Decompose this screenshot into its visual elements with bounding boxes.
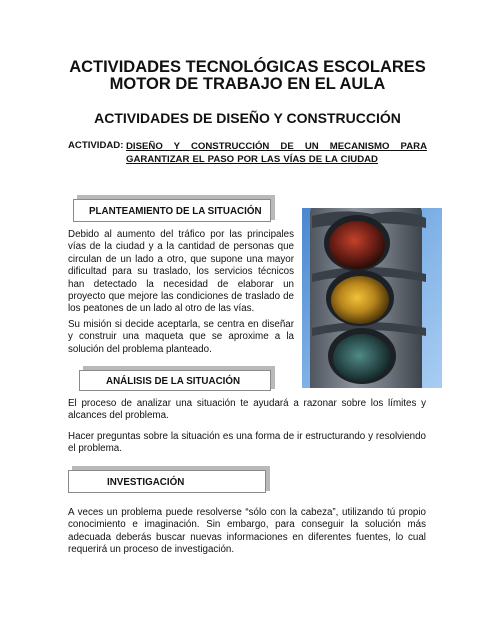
- analisis-paragraph-1: El proceso de analizar una situación te ayudará a razonar sobre los límites y alcances del problema.: [68, 398, 426, 422]
- section-heading-investigacion: [68, 470, 266, 493]
- planteamiento-paragraph-1: Debido al aumento del tráfico por las principales vías de la ciudad y a la cantidad de personas que circulan de un lado a otro, que supone una mayor dificultad para su traslado, los servicios técnicos han detectado la necesidad de elaborar un proyecto que mejore las condiciones de traslado de los peatones de un lado al otro de las vías.: [68, 229, 294, 315]
- section-heading-analisis: [79, 370, 271, 391]
- activity-label: ACTIVIDAD:: [68, 140, 124, 151]
- section-heading-planteamiento: [73, 199, 271, 222]
- traffic-light-photo: [302, 208, 442, 388]
- planteamiento-paragraph-2: Su misión si decide aceptarla, se centra en diseñar y construir una maqueta que se aproxime a la solución del problema planteado.: [68, 319, 294, 355]
- section-heading-label: ANÁLISIS DE LA SITUACIÓN: [106, 376, 241, 387]
- section-heading-label: PLANTEAMIENTO DE LA SITUACIÓN: [89, 206, 262, 217]
- activity-title-line-1: DISEÑO Y CONSTRUCCIÓN DE UN MECANISMO PARA: [126, 141, 427, 152]
- page-subtitle: ACTIVIDADES DE DISEÑO Y CONSTRUCCIÓN: [94, 110, 401, 126]
- page-title-line-2: MOTOR DE TRABAJO EN EL AULA: [109, 75, 386, 93]
- section-heading-label: INVESTIGACIÓN: [107, 477, 185, 488]
- analisis-paragraph-2: Hacer preguntas sobre la situación es una forma de ir estructurando y resolviendo el problema.: [68, 431, 426, 455]
- activity-title-line-2: GARANTIZAR EL PASO POR LAS VÍAS DE LA CIUDAD: [126, 154, 378, 165]
- investigacion-paragraph-1: A veces un problema puede resolverse “sólo con la cabeza”, utilizando tú propio conocimiento e imaginación. Sin embargo, para conseguir la solución más adecuada deberás buscar nuevas informaciones en diferentes fuentes, lo cual requerirá un proceso de investigación.: [68, 507, 426, 556]
- page-title-line-1: ACTIVIDADES TECNOLÓGICAS ESCOLARES: [69, 58, 426, 76]
